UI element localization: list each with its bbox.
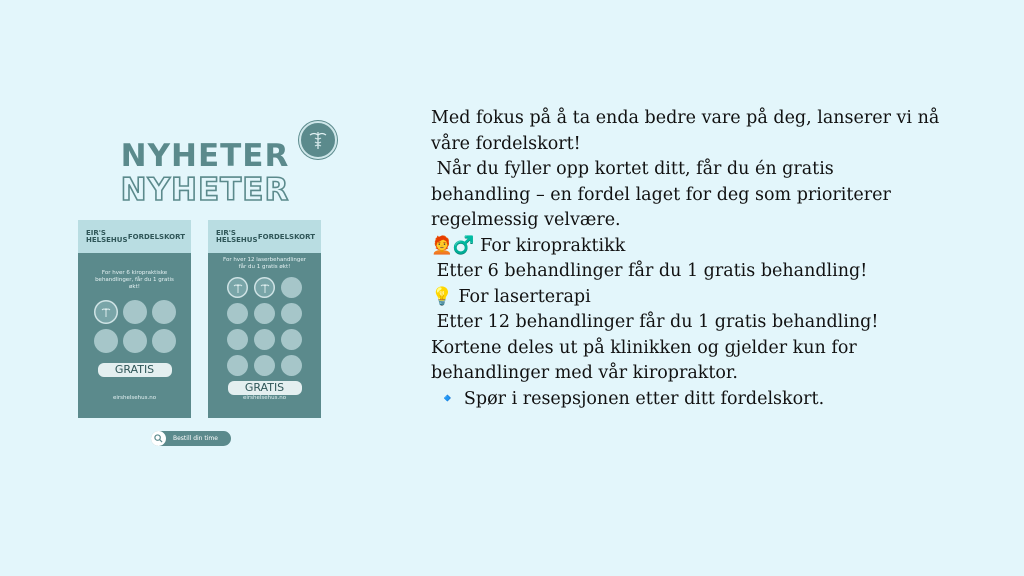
text-line: 🧑‍🦰♂️ For kiropraktikk bbox=[431, 235, 626, 256]
text-line: Etter 12 behandlinger får du 1 gratis behandling! bbox=[431, 312, 879, 332]
stamp-filled bbox=[227, 277, 248, 298]
card-url: eirshelsehus.no bbox=[112, 395, 157, 401]
text-line: Etter 6 behandlinger får du 1 gratis behandling! bbox=[431, 261, 868, 281]
card-type: FORDELSKORT bbox=[127, 233, 185, 241]
text-line: Når du fyller opp kortet ditt, får du én gratis bbox=[431, 159, 834, 179]
card-url: eirshelsehus.no bbox=[242, 395, 287, 401]
text-line: 🔹 Spør i resepsjonen etter ditt fordelskort. bbox=[431, 388, 825, 409]
stamp-empty bbox=[281, 329, 302, 350]
book-appointment-button[interactable] bbox=[151, 431, 231, 446]
stamp-empty bbox=[227, 303, 248, 324]
logo-badge bbox=[299, 121, 337, 159]
stamp-grid bbox=[78, 300, 191, 353]
card-type: FORDELSKORT bbox=[257, 233, 315, 241]
reward-label: GRATIS bbox=[98, 363, 172, 377]
headline-outline: NYHETER bbox=[120, 172, 290, 208]
stamp-empty bbox=[254, 329, 275, 350]
headline: NYHETER bbox=[120, 138, 290, 174]
stamp-empty bbox=[227, 329, 248, 350]
text-line: behandling – en fordel laget for deg som prioriterer bbox=[431, 184, 891, 205]
stamp-empty bbox=[94, 329, 118, 353]
card-brand: EIR'S HELSEHUS bbox=[216, 229, 258, 244]
stamp-empty bbox=[281, 303, 302, 324]
stamp-empty bbox=[152, 329, 176, 353]
loyalty-card-chiropractic bbox=[78, 220, 191, 418]
reward-label: GRATIS bbox=[228, 381, 302, 395]
post-text bbox=[431, 106, 991, 412]
text-line: 💡 For laserterapi bbox=[431, 286, 591, 307]
text-line: regelmessig velvære. bbox=[431, 210, 621, 230]
stamp-filled bbox=[254, 277, 275, 298]
stamp-empty bbox=[254, 355, 275, 376]
text-line: Med fokus på å ta enda bedre vare på deg, lanserer vi nå bbox=[431, 108, 940, 128]
stamp-empty bbox=[227, 355, 248, 376]
card-description: For hver 6 kiropraktiske behandlinger, får du 1 gratis økt! bbox=[95, 270, 174, 290]
stamp-empty bbox=[152, 300, 176, 324]
card-description: For hver 12 laserbehandlinger får du 1 gratis økt! bbox=[222, 257, 307, 270]
stamp-empty bbox=[123, 329, 147, 353]
loyalty-card-laser bbox=[208, 220, 321, 418]
search-icon bbox=[151, 431, 166, 446]
book-appointment-label: Bestill din time bbox=[173, 435, 218, 442]
stamp-empty bbox=[281, 277, 302, 298]
caduceus-icon bbox=[307, 129, 329, 151]
card-header bbox=[208, 220, 321, 253]
card-brand: EIR'S HELSEHUS bbox=[86, 229, 128, 244]
text-line: Kortene deles ut på klinikken og gjelder kun for bbox=[431, 337, 857, 358]
card-header bbox=[78, 220, 191, 253]
stamp-empty bbox=[123, 300, 147, 324]
stamp-filled bbox=[94, 300, 118, 324]
text-line: våre fordelskort! bbox=[431, 133, 581, 154]
stamp-grid bbox=[208, 277, 321, 376]
stamp-empty bbox=[254, 303, 275, 324]
text-line: behandlinger med vår kiropraktor. bbox=[431, 363, 738, 383]
stamp-empty bbox=[281, 355, 302, 376]
